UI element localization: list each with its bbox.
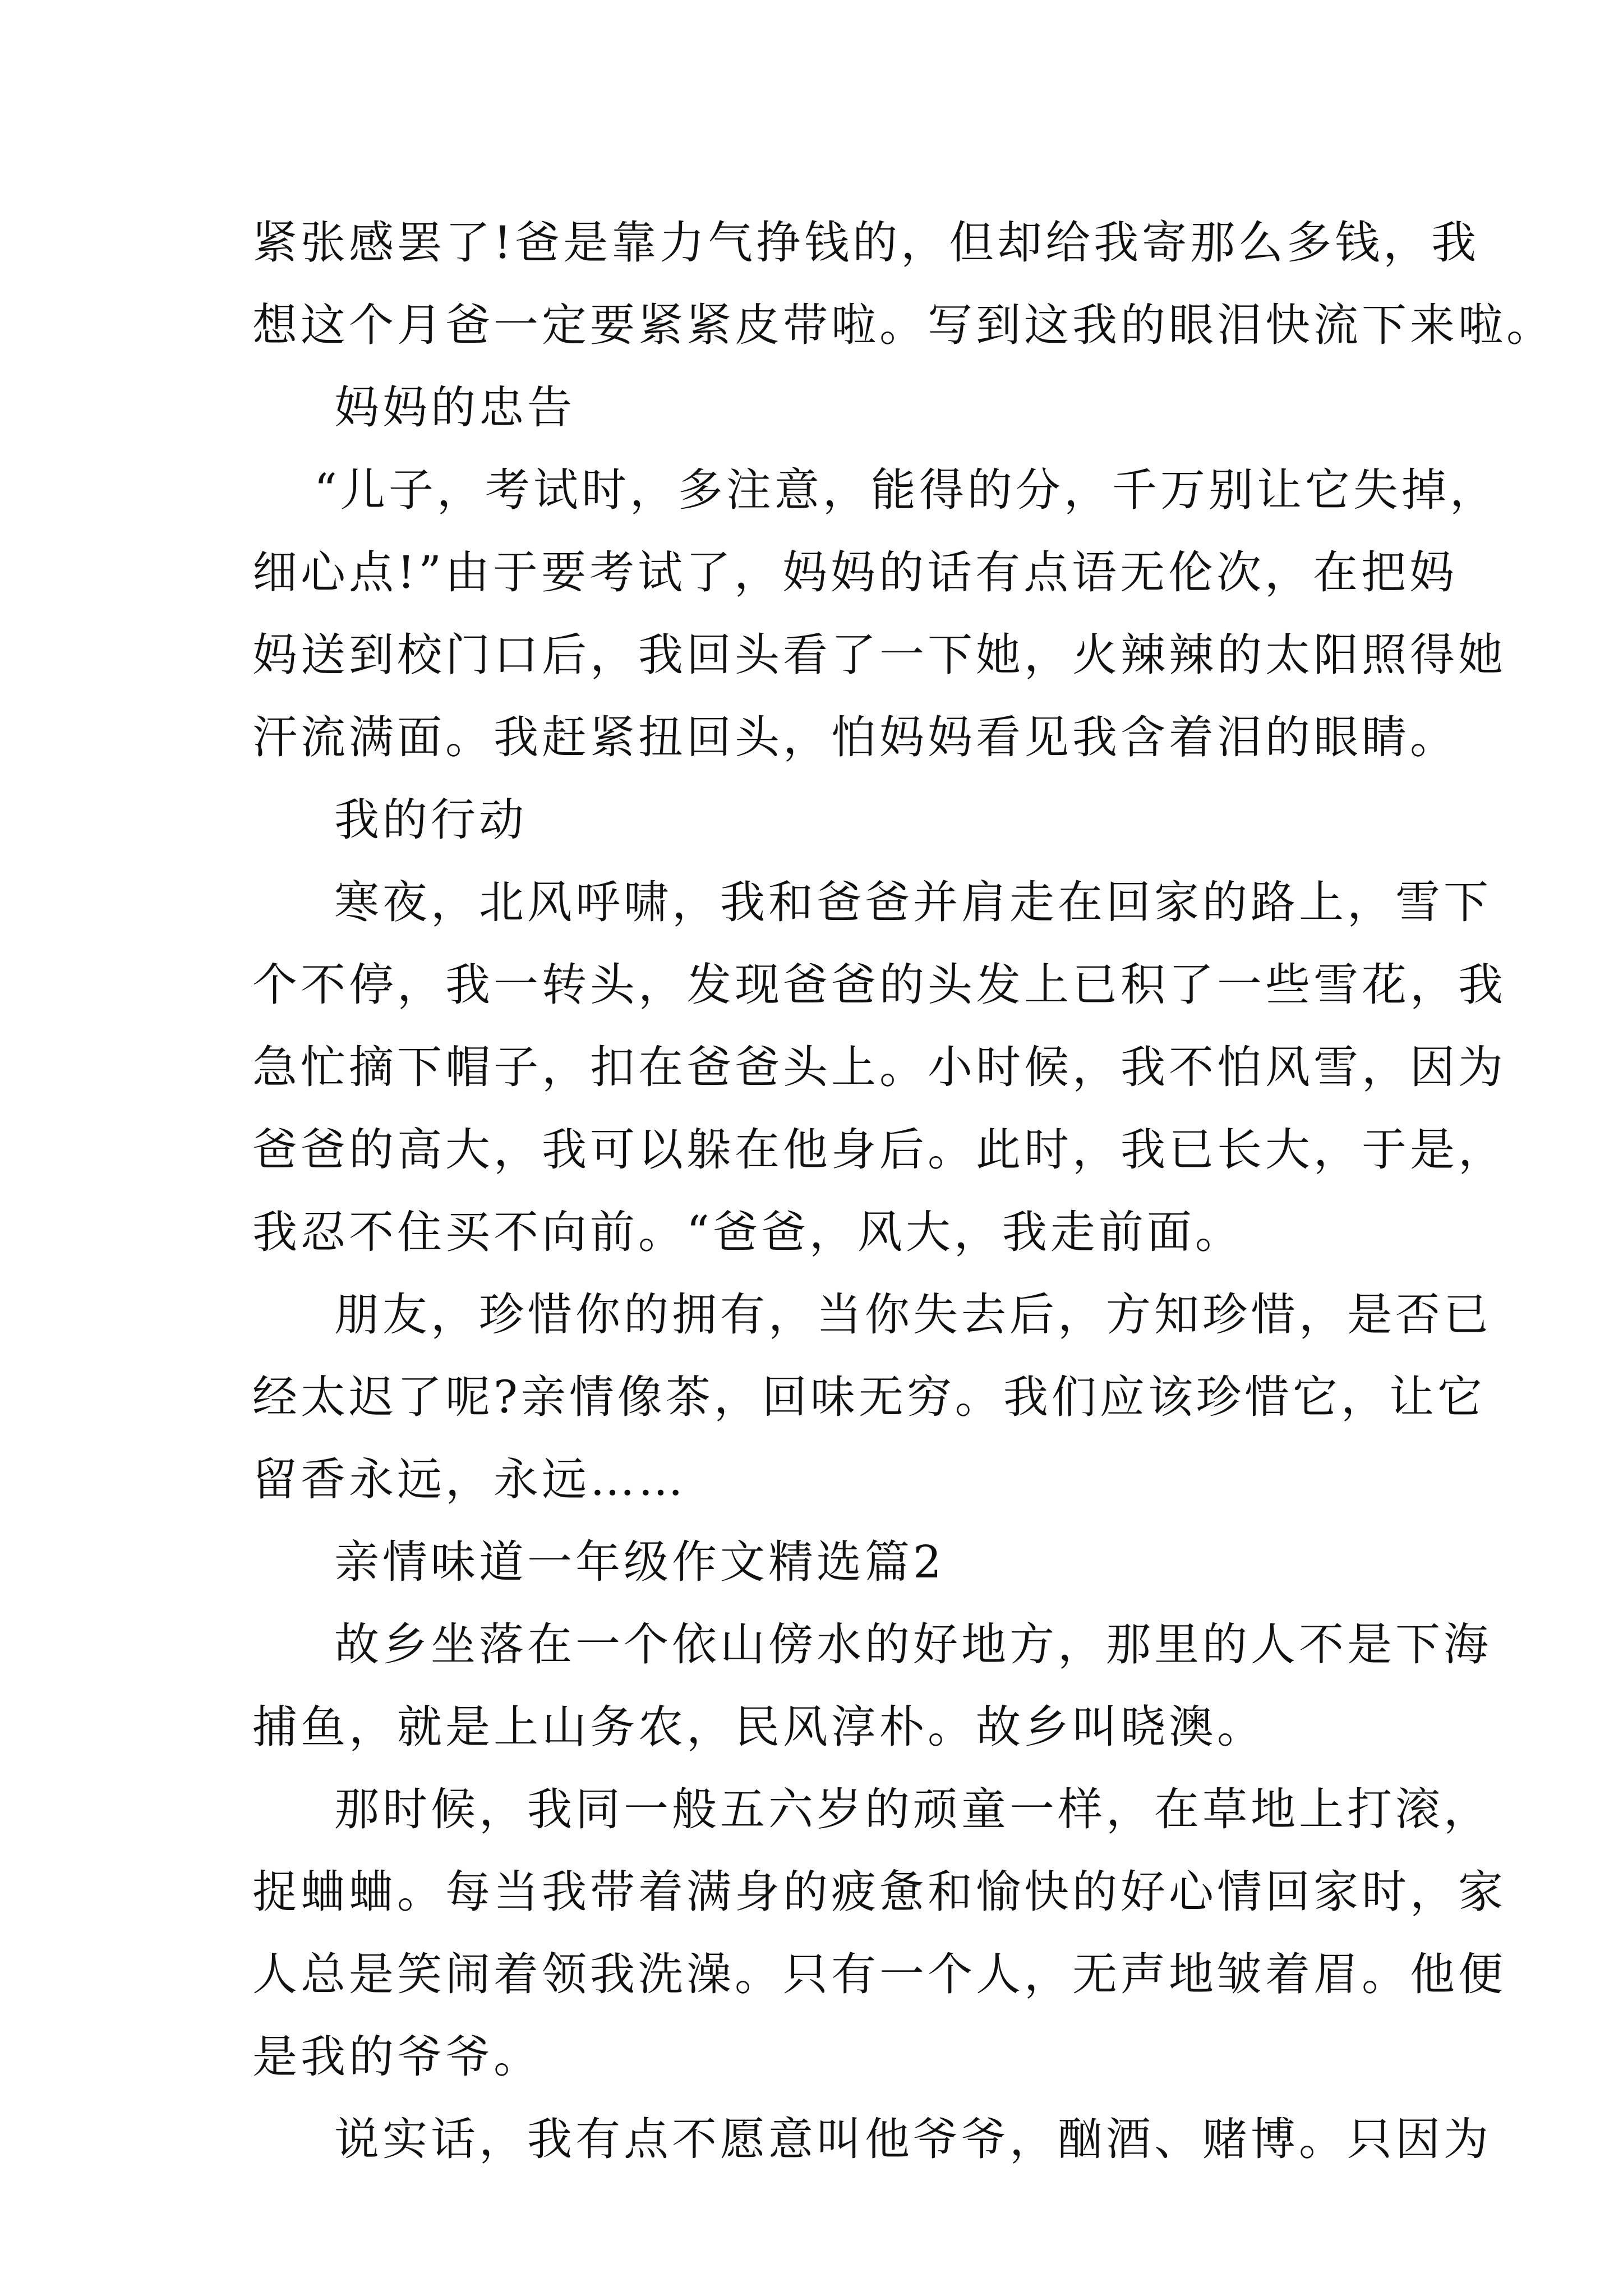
body-text-line: 妈送到校门口后，我回头看了一下她，火辣辣的太阳照得她 [252,629,1506,681]
body-text-line: 紧张感罢了!爸是靠力气挣钱的，但却给我寄那么多钱，我 [252,217,1480,269]
body-text-line: 经太迟了呢?亲情像茶，回味无穷。我们应该珍惜它，让它 [252,1371,1486,1423]
body-text-line: 朋友，珍惜你的拥有，当你失去后，方知珍惜，是否已 [334,1289,1492,1341]
body-text-line: 汗流满面。我赶紧扭回头，怕妈妈看见我含着泪的眼睛。 [252,711,1458,763]
body-text-line: 故乡坐落在一个依山傍水的好地方，那里的人不是下海 [334,1618,1492,1671]
body-text-line: 细心点!”由于要考试了，妈妈的话有点语无伦次，在把妈 [252,546,1458,599]
body-text-line: 我忍不住买不向前。“爸爸，风大，我走前面。 [252,1206,1243,1258]
body-text-line: 人总是笑闹着领我洗澡。只有一个人，无声地皱着眉。他便 [252,1948,1506,2000]
body-text-line: 想这个月爸一定要紧紧皮带啦。写到这我的眼泪快流下来啦。 [252,299,1555,351]
body-text-line: 说实话，我有点不愿意叫他爷爷，酗酒、赌博。只因为 [334,2113,1492,2165]
section-heading: 我的行动 [334,794,527,846]
body-text-line: 捉蛐蛐。每当我带着满身的疲惫和愉快的好心情回家时，家 [252,1866,1506,1918]
body-text-line: 那时候，我同一般五六岁的顽童一样，在草地上打滚， [334,1783,1492,1835]
body-text-line: “儿子，考试时，多注意，能得的分，千万别让它失掉， [314,464,1498,516]
body-text-line: 急忙摘下帽子，扣在爸爸头上。小时候，我不怕风雪，因为 [252,1041,1506,1093]
article-title: 亲情味道一年级作文精选篇2 [334,1536,945,1588]
body-text-line: 寒夜，北风呼啸，我和爸爸并肩走在回家的路上，雪下 [334,876,1492,928]
body-text-line: 留香永远，永远…… [252,1453,686,1506]
section-heading: 妈妈的忠告 [334,381,575,434]
body-text-line: 个不停，我一转头，发现爸爸的头发上已积了一些雪花，我 [252,959,1506,1011]
body-text-line: 捕鱼，就是上山务农，民风淳朴。故乡叫晓澳。 [252,1701,1265,1753]
body-text-line: 是我的爷爷。 [252,2031,542,2083]
body-text-line: 爸爸的高大，我可以躲在他身后。此时，我已长大，于是， [252,1124,1506,1176]
